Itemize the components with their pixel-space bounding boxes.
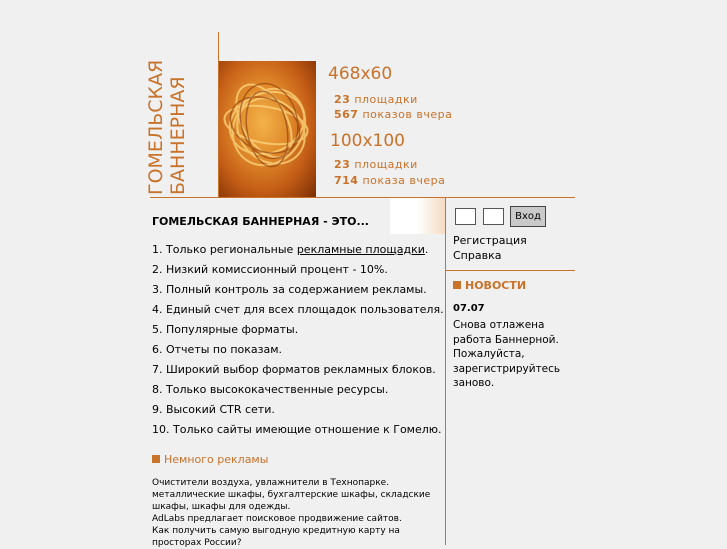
help-link[interactable]: Справка xyxy=(453,249,502,262)
format-468x60-sites-count: 23 xyxy=(334,93,351,106)
news-text: Снова отлажена работа Баннерной. Пожалуйста, зарегистрируйтесь заново. xyxy=(453,319,561,389)
ad-link[interactable]: Очистители воздуха, увлажнители в Технопарке. xyxy=(152,478,390,488)
logo-line-2: БАННЕРНАЯ xyxy=(167,76,189,195)
list-item: 6. Отчеты по показам. xyxy=(152,343,283,356)
format-468x60-views-count: 567 xyxy=(334,108,359,121)
list-item: 5. Популярные форматы. xyxy=(152,323,299,336)
format-468x60-sites-label: площадки xyxy=(354,93,418,106)
ad-sites-link[interactable]: рекламные площадки xyxy=(296,243,425,256)
format-size-468x60: 468x60 xyxy=(328,64,393,84)
list-item xyxy=(152,243,444,263)
square-bullet-icon xyxy=(152,455,160,463)
format-468x60-views xyxy=(334,108,452,121)
ad-link[interactable]: металлические шкафы, бухгалтерские шкафы, складские шкафы, шкафы для одежды. xyxy=(152,490,431,512)
ad-link[interactable]: AdLabs предлагает поисковое продвижение сайтов. xyxy=(152,514,402,524)
login-button[interactable]: Вход xyxy=(510,206,546,227)
site-logo xyxy=(145,25,215,195)
list-item: 10. Только сайты имеющие отношение к Гомелю. xyxy=(152,423,442,436)
news-date: 07.07 xyxy=(453,303,485,314)
format-100x100-sites-count: 23 xyxy=(334,158,351,171)
item1-suffix: . xyxy=(424,243,429,256)
login-input[interactable] xyxy=(455,208,476,225)
decorative-gradient-box xyxy=(390,198,445,234)
list-item: 4. Единый счет для всех площадок пользователя. xyxy=(152,303,444,316)
format-100x100-sites xyxy=(334,158,418,171)
item1-prefix: 1. Только региональные xyxy=(152,243,297,256)
logo-line-1: ГОМЕЛЬСКАЯ xyxy=(145,59,167,195)
format-100x100-views xyxy=(334,174,445,187)
list-item: 9. Высокий CTR сети. xyxy=(152,403,275,416)
main-heading: ГОМЕЛЬСКАЯ БАННЕРНАЯ - ЭТО... xyxy=(152,215,369,228)
list-item: 3. Полный контроль за содержанием рекламы. xyxy=(152,283,427,296)
ads-section-title xyxy=(152,453,268,466)
list-item: 7. Широкий выбор форматов рекламных блоков. xyxy=(152,363,436,376)
ads-section-label: Немного рекламы xyxy=(164,453,269,466)
ads-block xyxy=(152,477,447,549)
features-list xyxy=(152,243,444,443)
format-468x60-sites xyxy=(334,93,418,106)
format-100x100-sites-label: площадки xyxy=(354,158,418,171)
news-title-label: НОВОСТИ xyxy=(465,279,527,292)
list-item: 2. Низкий комиссионный процент - 10%. xyxy=(152,263,388,276)
password-input[interactable] xyxy=(483,208,504,225)
ad-link[interactable]: Как получить самую выгодную кредитную карту на просторах России? xyxy=(152,526,400,548)
rubber-bands-image xyxy=(219,61,316,197)
format-468x60-views-label: показов вчера xyxy=(362,108,453,121)
divider-horizontal-right xyxy=(445,270,575,271)
divider-horizontal xyxy=(150,197,575,198)
register-link[interactable]: Регистрация xyxy=(453,234,527,247)
format-size-100x100: 100x100 xyxy=(330,131,405,151)
format-100x100-views-count: 714 xyxy=(334,174,359,187)
news-title xyxy=(453,279,526,292)
square-bullet-icon xyxy=(453,281,461,289)
format-100x100-views-label: показа вчера xyxy=(362,174,446,187)
list-item: 8. Только высококачественные ресурсы. xyxy=(152,383,389,396)
